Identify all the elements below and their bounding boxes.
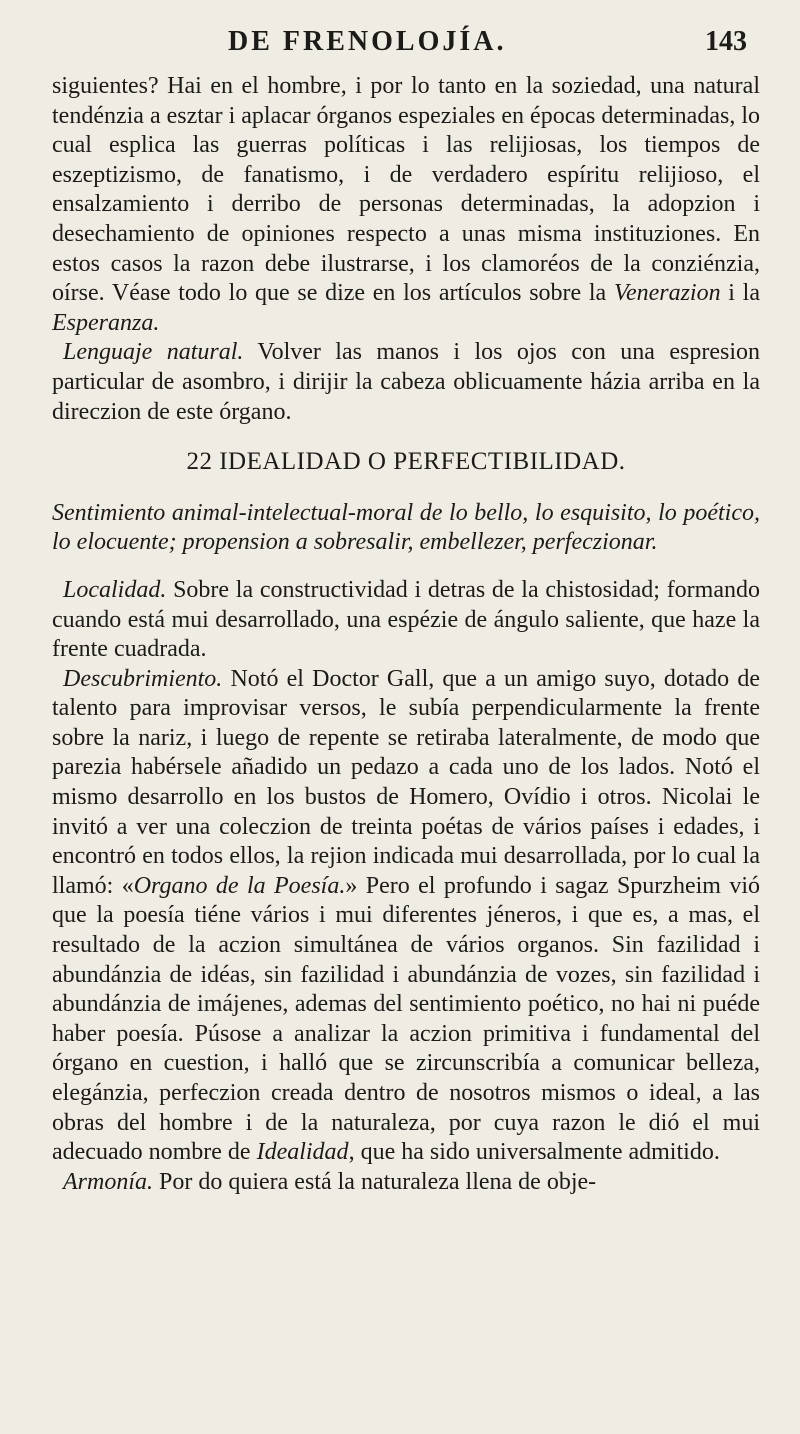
- armonia-text: Por do quiera está la naturaleza llena de obje-: [153, 1168, 597, 1195]
- reference-venerazion: Venerazion: [613, 280, 721, 307]
- descubrimiento-label: Descubrimiento.: [63, 665, 223, 692]
- paragraph-intro-text: siguientes? Hai en el hombre, i por lo tanto en la soziedad, una natural tendénzia a esztar i aplacar órganos espeziales en épocas determinadas, lo cual esplica las guerras políticas i las relijiosas, los tiempos de eszeptizismo, de fanatismo, i de verdadero espíritu relijioso, el ensalzamiento i derribo de personas determinadas, la adopzion i desechamiento de opiniones respecto a unas misma instituziones. En estos casos la razon debe ilustrarse, i los clamoréos de la conziénzia, oírse. Véase todo lo que se dize en los artículos sobre la: [52, 73, 760, 307]
- paragraph-intro: [52, 72, 760, 338]
- page-body: [52, 72, 760, 1197]
- descubrimiento-text-c: , que ha sido universalmente admitido.: [348, 1139, 720, 1166]
- reference-esperanza: Esperanza.: [52, 309, 160, 336]
- armonia-label: Armonía.: [63, 1168, 153, 1195]
- descubrimiento-text-a: Notó el Doctor Gall, que a un amigo suyo, dotado de talento para improvisar versos, le subía perpendicularmente la frente sobre la nariz, i luego de repente se retiraba lateralmente, de modo que parezia habérsele añadido un pedazo a cada uno de los lados. Notó el mismo desarrollo en los bustos de Homero, Ovídio i otros. Nicolai le invitó a ver una coleczion de treinta poétas de vários países i edades, i encontró en todos ellos, la rejion indicada mui desarrollada, por lo cual la llamó: «: [52, 665, 760, 899]
- section-heading: 22 IDEALIDAD O PERFECTIBILIDAD.: [186, 448, 626, 476]
- section-definition: Sentimiento animal-intelectual-moral de lo bello, lo esquisito, lo poético, lo elocuente; propension a sobresalir, embellezer, perfeczionar.: [52, 499, 760, 556]
- lenguaje-natural-text: Volver las manos i los ojos con una espresion particular de asombro, i dirijir la cabeza oblicuamente házia arriba en la direczion de este órgano.: [52, 339, 760, 425]
- organo-poesia-quote: Organo de la Poesía.: [133, 872, 346, 899]
- paragraph-armonia: [52, 1168, 760, 1198]
- idealidad-term: Idealidad: [256, 1139, 349, 1166]
- descubrimiento-text-b: » Pero el profundo i sagaz Spurzheim vió que la poesía tiéne vários i mui diferentes jéneros, i que es, a mas, el resultado de la aczion simultánea de vários organos. Sin fazilidad i abundánzia de idéas, sin fazilidad i abundánzia de vozes, sin fazilidad i abundánzia de imájenes, ademas del sentimiento poético, no hai ni puéde haber poesía. Púsose a analizar la aczion primitiva i fundamental del órgano en cuestion, i halló que se zircunscribía a comunicar belleza, elegánzia, perfeczion creada dentro de nosotros mismos o ideal, a las obras del hombre i de la naturaleza, por cuya razon le dió el mui adecuado nombre de: [52, 872, 760, 1166]
- paragraph-localidad: [52, 576, 760, 665]
- running-title: DE FRENOLOJÍA.: [228, 26, 507, 57]
- localidad-text: Sobre la constructividad i detras de la chistosidad; formando cuando está mui desarrollado, una espézie de ángulo saliente, que haze la frente cuadrada.: [52, 576, 760, 663]
- running-head: [0, 26, 800, 66]
- lenguaje-natural-label: Lenguaje natural.: [63, 339, 244, 366]
- localidad-label: Localidad.: [63, 576, 167, 603]
- conjunction: i la: [720, 280, 761, 307]
- page-number: 143: [705, 26, 747, 57]
- paragraph-descubrimiento: [52, 665, 760, 1168]
- paragraph-lenguaje: [52, 338, 760, 427]
